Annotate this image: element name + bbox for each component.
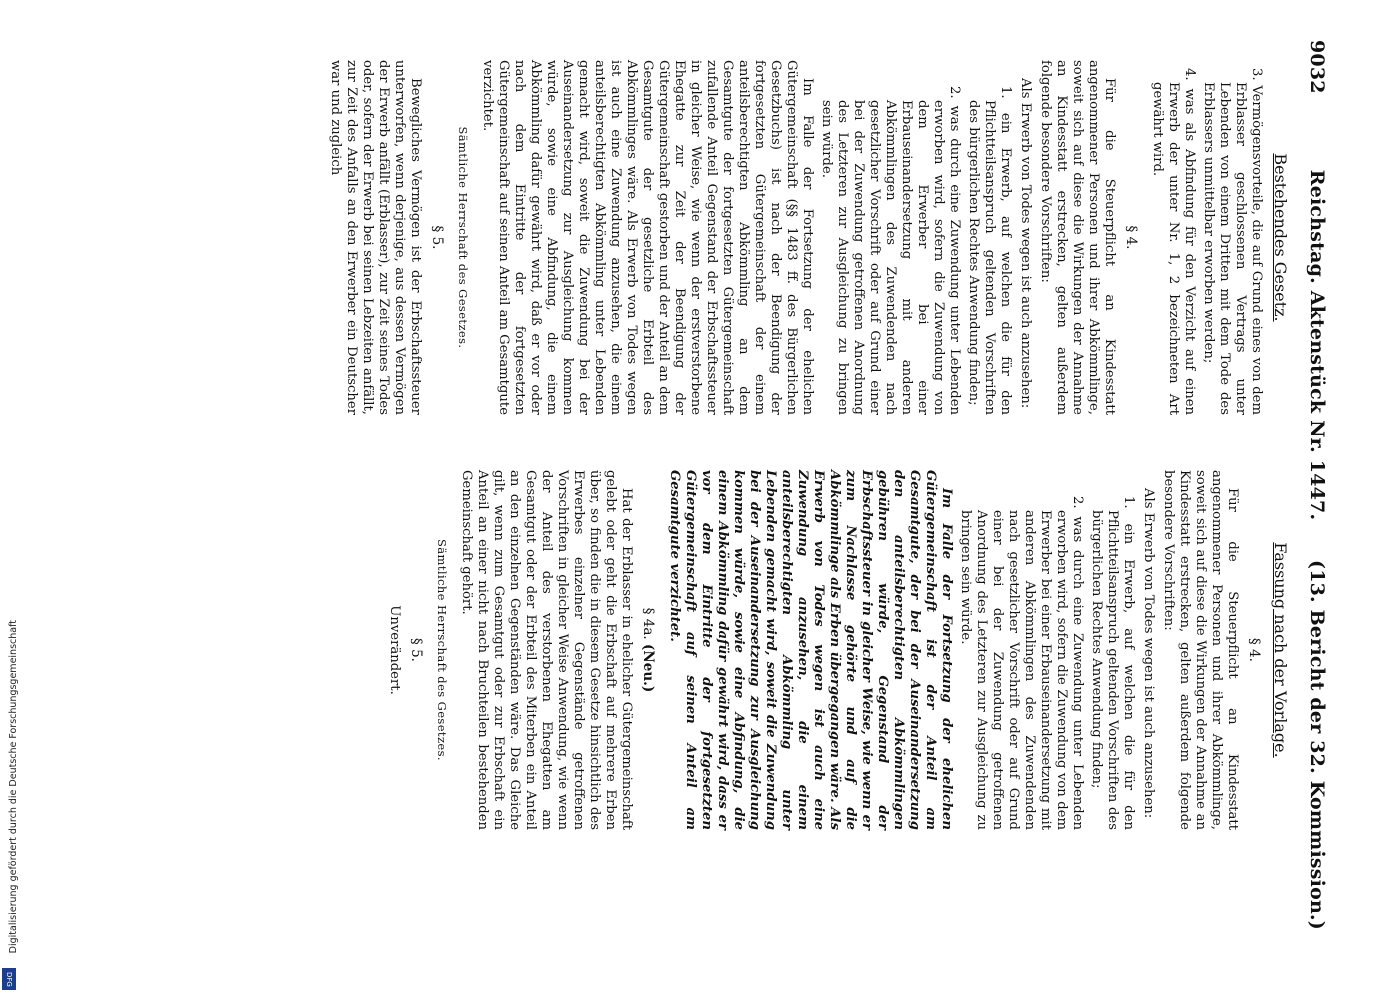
dfg-logo: DFG xyxy=(2,968,16,990)
paragraph: Für die Steuerpflicht an Kindesstatt angenommener Personen und ihrer Abkömmlinge, soweit sich auf diese die Wirkungen der Annahme an Kindesstatt erstrecken, gelten außerdem folgende besondere Vorschriften: xyxy=(1161,470,1240,830)
note: Sämtliche Herrschaft des Gesetzes. xyxy=(456,126,470,349)
paragraph: Als Erwerb von Todes wegen ist auch anzusehen: xyxy=(1018,78,1033,409)
section-heading xyxy=(640,470,656,830)
paragraph: Im Falle der Fortsetzung der ehelichen Gütergemeinschaft (§§ 1483 ff. des Bürgerlichen Gesetzbuchs) ist nach der Beendigung der fortgesetzten Gütergemeinschaft der einem anteilsberechtigten Abkömmling an dem Gesamtgute der fortgesetzten Gütergemeinschaft zufallende Anteil Gegenstand der Erbschaftssteuer in gleicher Weise, wie wenn der erstverstorbene Ehegatte zur Zeit der Beendigung der Gütergemeinschaft gestorben und der Anteil an dem Gesamtgute der gesetzliche Erbteil des Abkömmlinges wäre. Als Erwerb von Todes wegen ist auch eine Zuwendung anzusehen, die einem anteilsberechtigten Abkömmling unter Lebenden gemacht wird, soweit die Zuwendung bei der Auseinandersetzung zur Ausgleichung kommen würde, sowie eine Abfindung, die einem Abkömmling dafür gewährt wird, daß er vor oder nach dem Eintritte der fortgesetzten Gütergemeinschaft auf seinen Anteil am Gesamtgute verzichtet. xyxy=(480,60,815,415)
section-heading: § 5. xyxy=(429,225,445,250)
list-item: 1. ein Erwerb, auf welchen die für den Pflichtteilsanspruch geltenden Vorschriften des bürgerlichen Rechtes Anwendung finden; xyxy=(1089,496,1136,830)
right-column-heading: Fassung nach der Vorlage. xyxy=(1271,542,1290,758)
page-header xyxy=(1306,40,1328,930)
new-badge: (Neu.) xyxy=(640,644,656,693)
section-heading: § 5. xyxy=(408,638,424,662)
paragraph: Als Erwerb von Todes wegen ist auch anzusehen: xyxy=(1141,488,1156,819)
list-item: 3. Vermögensvorteile, die auf Grund eines von dem Erblasser geschlossenen Vertrags unter Lebenden von einem Dritten mit dem Tode des Erblassers unmittelbar erworben werden; xyxy=(1201,68,1264,415)
page-title: Reichstag. Aktenstück Nr. 1447. xyxy=(1306,169,1328,521)
paragraph: Für die Steuerpflicht an Kindesstatt angenommener Personen und ihrer Abkömmlinge, soweit sich auf diese die Wirkungen der Annahme an Kindesstatt erstrecken, gelten außerdem folgende besondere Vorschriften: xyxy=(1038,60,1117,415)
page-number: 9032 xyxy=(1306,40,1328,94)
page-subtitle: (13. Bericht der 32. Kommission.) xyxy=(1306,560,1328,930)
list-item: 4. was als Abfindung für den Verzicht auf einen Erwerb der unter Nr. 1, 2 bezeichneten Art gewährt wird. xyxy=(1150,68,1197,415)
list-item: 2. was durch eine Zuwendung unter Lebenden erworben wird, sofern die Zuwendung von dem Erwerber bei einer Erbauseinandersetzung mit anderen Abkömmlingen des Zuwendenden nach gesetzlicher Vorschrift oder auf Grund einer bei der Zuwendung getroffenen Anordnung des Letzteren zur Ausgleichung zu bringen sein würde. xyxy=(819,86,962,415)
section-heading: § 4. xyxy=(1123,225,1139,250)
paragraph: Bewegliches Vermögen ist der Erbschaftssteuer unterworfen, wenn derjenige, aus dessen Vermögen der Erwerb anfällt (Erblasser), zur Zeit seines Todes oder, sofern der Erwerb bei seinen Lebzeiten anfällt, zur Zeit des Anfalls an den Erwerber ein Deutscher war und zugleich xyxy=(328,60,423,415)
left-column-heading: Bestehendes Gesetz. xyxy=(1271,153,1290,322)
right-column xyxy=(380,470,1288,830)
bold-paragraph: Im Falle der Fortsetzung der ehelichen Gütergemeinschaft ist der Anteil am Gesamtgute, der bei der Auseinandersetzung den anteilsberechtigten Abkömmlingen gebühren würde, Gegenstand der Erbschaftssteuer in gleicher Weise, wie wenn er zum Nachlasse gehörte und auf die Abkömmlinge als Erben übergegangen wäre. Als Erwerb von Todes wegen ist auch eine Zuwendung anzusehen, die einem anteilsberechtigten Abkömmling unter Lebenden gemacht wird, soweit die Zuwendung bei der Auseinandersetzung zur Ausgleichung kommen würde, sowie eine Abfindung, die einem Abkömmling dafür gewährt wird, dass er vor dem Eintritte der fortgesetzten Gütergemeinschaft auf seinen Anteil am Gesamtgute verzichtet. xyxy=(667,470,954,830)
note: Sämtliche Herrschaft des Gesetzes. xyxy=(435,539,449,761)
paragraph: Hat der Erblasser in ehelicher Gütergemeinschaft gelebt oder geht die Erbschaft auf mehrere Erben über, so finden die in diesem Gesetze hinsichtlich des Erwerbes einzelner Gegenstände getroffenen Vorschriften in gleicher Weise Anwendung, wie wenn der Anteil des verstorbenen Ehegatten am Gesamtgut oder der Erbteil des Miterben ein Anteil an den einzelnen Gegenständen wäre. Das Gleiche gilt, wenn zum Gesamtgut oder zur Erbschaft ein Anteil an einer nicht nach Bruchteilen bestehenden Gemeinschaft gehört. xyxy=(459,470,634,830)
section-number: § 4a. xyxy=(640,607,656,640)
section-heading: § 4. xyxy=(1246,638,1262,662)
list-item: 2. was durch eine Zuwendung unter Lebenden erworben wird, sofern die Zuwendung von dem Erwerber bei einer Erbauseinandersetzung mit anderen Abkömmlingen des Zuwendenden nach gesetzlicher Vorschrift oder auf Grund einer bei der Zuwendung getroffenen Anordnung des Letzteren zur Ausgleichung zu bringen sein würde. xyxy=(958,496,1085,830)
unchanged-label: Unverändert. xyxy=(387,605,402,695)
left-column xyxy=(323,60,1288,415)
funding-note: Digitalisierung gefördert durch die Deutsche Forschungsgemeinschaft xyxy=(8,620,19,954)
list-item: 1. ein Erwerb, auf welchen die für den Pflichtteilsanspruch geltenden Vorschriften des bürgerlichen Rechtes Anwendung finden; xyxy=(966,86,1013,415)
